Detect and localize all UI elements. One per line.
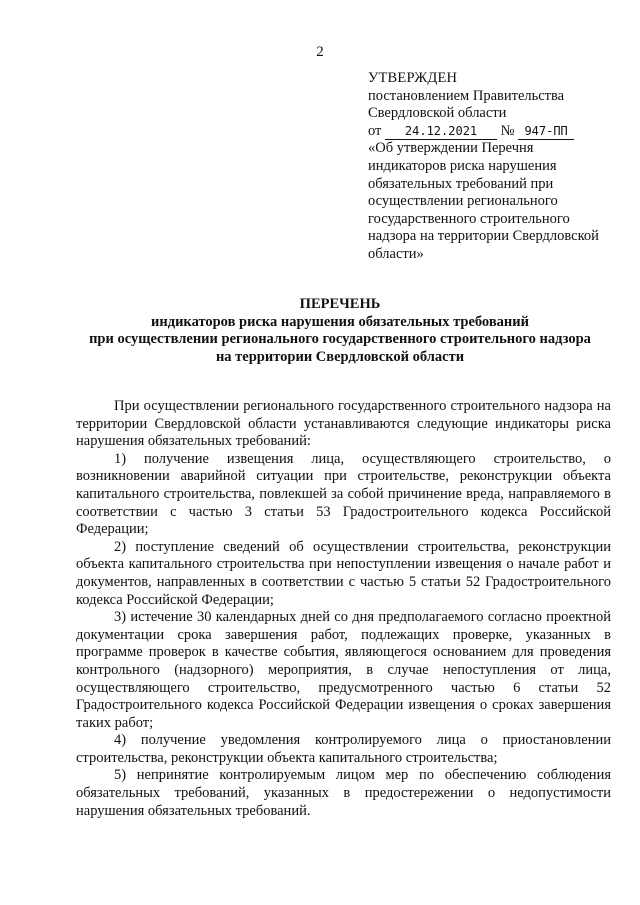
approval-number-value: 947-ПП [518, 124, 574, 140]
body-paragraph-item-1: 1) получение извещения лица, осуществляющего строительство, о возникновении аварийной ситуации при строительстве, реконструкции объекта капитального строительства, повлекшей за собой причинение вреда, направляемого в соответствии с частью 3 статьи 53 Градостроительного кодекса Российской Федерации; [76, 450, 611, 538]
approval-subject-line: государственного строительного [368, 210, 570, 227]
document-heading [60, 296, 620, 366]
approval-stamp-block [368, 70, 618, 264]
approval-subject-line: области» [368, 245, 424, 262]
page-number: 2 [316, 44, 324, 60]
body-paragraph-item-3: 3) истечение 30 календарных дней со дня предполагаемого согласно проектной документации срока завершения работ, подлежащих проверке, указанных в программе проверок в качестве события, являющегося основанием для проведения контрольного (надзорного) мероприятия, в случае непоступления от лица, осуществляющего строительство, предусмотренного частью 6 статьи 52 Градостроительного кодекса Российской Федерации извещения о сроках завершения таких работ; [76, 609, 611, 731]
approval-number-prefix: № [500, 122, 515, 139]
body-paragraph-intro: При осуществлении регионального государственного строительного надзора на территории Свердловской области устанавливаются следующие индикаторы риска нарушения обязательных требований: [76, 398, 611, 450]
document-body [76, 398, 611, 820]
approval-title: УТВЕРЖДЕН [368, 70, 458, 86]
body-paragraph-item-4: 4) получение уведомления контролируемого лица о приостановлении строительства, реконструкции объекта капитального строительства; [76, 732, 611, 766]
body-paragraph-item-2: 2) поступление сведений об осуществлении строительства, реконструкции объекта капитального строительства при непоступлении извещения о начале работ и документов, направленных в соответствии с частью 5 статьи 52 Градостроительного кодекса Российской Федерации; [76, 538, 611, 608]
heading-line: при осуществлении регионального государственного строительного надзора [89, 331, 591, 348]
approval-date-value: 24.12.2021 [385, 124, 497, 140]
heading-line: на территории Свердловской области [215, 348, 465, 365]
approval-date-line [368, 123, 618, 141]
approval-subject-line: надзора на территории Свердловской [368, 228, 599, 245]
approval-subject-line: обязательных требований при [368, 175, 554, 192]
heading-line: индикаторов риска нарушения обязательных требований [151, 313, 529, 330]
approval-subject-line: «Об утверждении Перечня [368, 140, 534, 157]
heading-title: ПЕРЕЧЕНЬ [299, 296, 381, 312]
approval-subject-line: осуществлении регионального [368, 193, 558, 210]
approval-line-1: постановлением Правительства [368, 87, 565, 104]
approval-line-2: Свердловской области [368, 105, 507, 122]
approval-date-prefix: от [368, 122, 382, 139]
approval-subject-line: индикаторов риска нарушения [368, 157, 557, 174]
body-paragraph-item-5: 5) непринятие контролируемым лицом мер по обеспечению соблюдения обязательных требований, указанных в предостережении о недопустимости нарушения обязательных требований. [76, 767, 611, 819]
